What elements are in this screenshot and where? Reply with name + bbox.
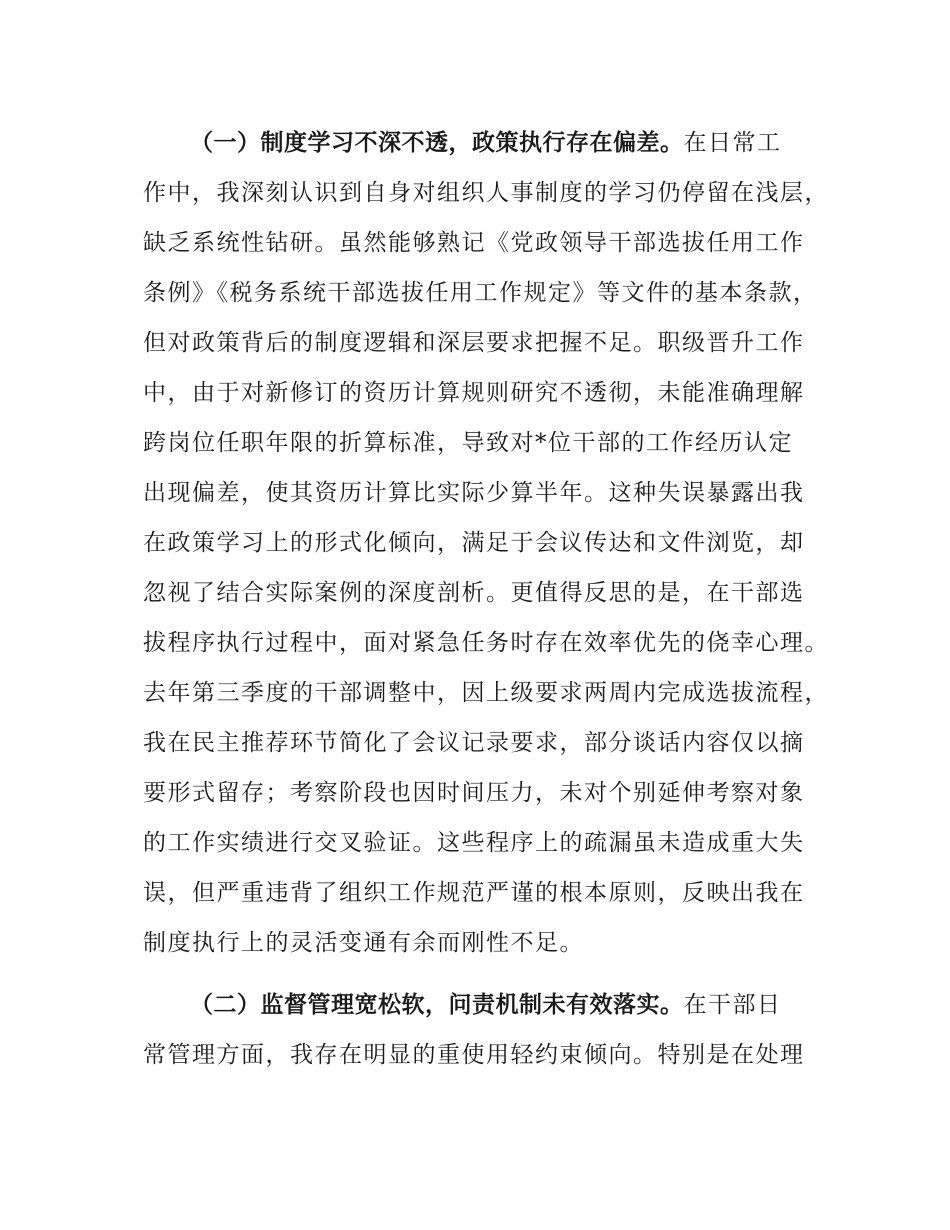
paragraph-line: 忽视了结合实际案例的深度剖析。更值得反思的是，在干部选	[143, 580, 805, 606]
paragraph-line: 但对政策背后的制度逻辑和深层要求把握不足。职级晋升工作	[143, 330, 805, 356]
section-heading: （二）监督管理宽松软，问责机制未有效落实。	[190, 992, 684, 1018]
paragraph-line: 要形式留存；考察阶段也因时间压力，未对个别延伸考察对象	[143, 780, 805, 806]
paragraph-line: 缺乏系统性钻研。虽然能够熟记《党政领导干部选拔任用工作	[143, 230, 805, 256]
paragraph-line: 作中，我深刻认识到自身对组织人事制度的学习仍停留在浅层，	[143, 180, 829, 206]
paragraph-line: 中，由于对新修订的资历计算规则研究不透彻，未能准确理解	[143, 380, 805, 406]
line-text: 在干部日	[683, 992, 782, 1018]
paragraph-line: 的工作实绩进行交叉验证。这些程序上的疏漏虽未造成重大失	[143, 830, 805, 856]
paragraph-line: 制度执行上的灵活变通有余而刚性不足。	[143, 930, 584, 956]
paragraph-line: 误，但严重违背了组织工作规范严谨的根本原则，反映出我在	[143, 880, 805, 906]
paragraph-line	[190, 990, 782, 1020]
paragraph-line: 条例》《税务系统干部选拔任用工作规定》等文件的基本条款，	[143, 280, 818, 306]
paragraph-line: 出现偏差，使其资历计算比实际少算半年。这种失误暴露出我	[143, 480, 805, 506]
paragraph-line: 常管理方面，我存在明显的重使用轻约束倾向。特别是在处理	[143, 1042, 805, 1068]
section-heading: （一）制度学习不深不透，政策执行存在偏差。	[190, 130, 684, 156]
paragraph-line: 拔程序执行过程中，面对紧急任务时存在效率优先的侥幸心理。	[143, 630, 829, 656]
paragraph-line	[190, 128, 782, 158]
paragraph-line: 跨岗位任职年限的折算标准，导致对*位干部的工作经历认定	[143, 430, 793, 456]
paragraph-line: 在政策学习上的形式化倾向，满足于会议传达和文件浏览，却	[143, 530, 805, 556]
line-text: 在日常工	[683, 130, 782, 156]
paragraph-line: 我在民主推荐环节简化了会议记录要求，部分谈话内容仅以摘	[143, 730, 805, 756]
paragraph-line: 去年第三季度的干部调整中，因上级要求两周内完成选拔流程，	[143, 680, 829, 706]
